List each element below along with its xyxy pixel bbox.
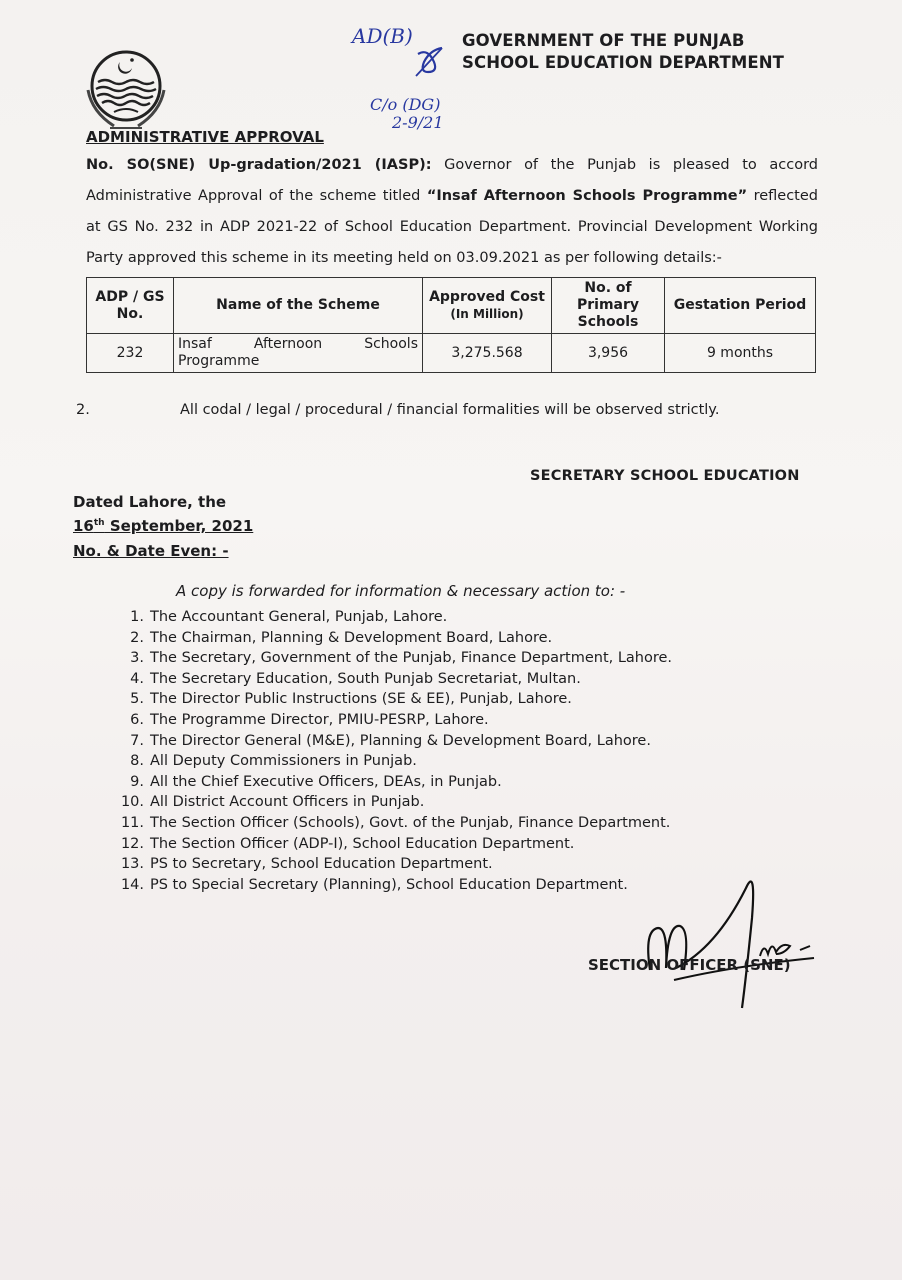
list-item: 1. The Accountant General, Punjab, Lahore.	[130, 609, 448, 625]
list-item: 14. PS to Special Secretary (Planning), School Education Department.	[120, 876, 628, 893]
copy-distribution-list	[112, 607, 672, 895]
document-title: ADMINISTRATIVE APPROVAL	[86, 128, 324, 146]
col-name: Name of the Scheme	[174, 278, 423, 334]
signature-mark	[610, 870, 830, 1010]
department-name: SCHOOL EDUCATION DEPARTMENT	[462, 53, 785, 72]
paragraph-2-number: 2.	[76, 402, 90, 418]
list-item: 4. The Secretary Education, South Punjab Secretariat, Multan.	[130, 670, 581, 687]
reference-number: No. SO(SNE) Up-gradation/2021 (IASP):	[86, 157, 432, 173]
issue-date: 16th September, 2021	[73, 517, 254, 535]
list-item: 3. The Secretary, Government of the Punjab, Finance Department, Lahore.	[130, 650, 673, 667]
no-date-even: No. & Date Even: -	[73, 542, 229, 560]
cell-gestation: 9 months	[665, 334, 816, 373]
cell-adp: 232	[87, 334, 174, 373]
list-item: 5. The Director Public Instructions (SE & EE), Punjab, Lahore.	[130, 691, 572, 708]
cell-schools: 3,956	[552, 334, 665, 373]
table-row	[87, 334, 816, 373]
secretary-signatory: SECRETARY SCHOOL EDUCATION	[530, 468, 800, 484]
paragraph-2-text: All codal / legal / procedural / financial formalities will be observed strictly.	[180, 402, 720, 418]
handwritten-note: AD(B)	[352, 24, 413, 48]
list-item: 2. The Chairman, Planning & Development Board, Lahore.	[130, 629, 553, 646]
section-officer-signatory: SECTION OFFICER (SNE)	[588, 956, 791, 974]
list-item: 13. PS to Secretary, School Education Department.	[120, 856, 493, 873]
cell-name: Insaf Afternoon Schools Programme	[174, 334, 423, 373]
list-item: 11. The Section Officer (Schools), Govt. of the Punjab, Finance Department.	[120, 814, 671, 831]
list-item: 10. All District Account Officers in Punjab.	[120, 794, 425, 811]
scheme-details-table	[86, 277, 816, 373]
list-item: 6. The Programme Director, PMIU-PESRP, Lahore.	[130, 711, 489, 728]
col-cost: Approved Cost (In Million)	[423, 278, 552, 334]
table-header-row	[87, 278, 816, 334]
handwritten-forwarding-note: C/o (DG) 2-9/21	[370, 95, 444, 132]
list-item: 12. The Section Officer (ADP-I), School Education Department.	[120, 835, 575, 852]
cell-cost: 3,275.568	[423, 334, 552, 373]
punjab-government-emblem-icon	[80, 42, 172, 134]
intro-paragraph: No. SO(SNE) Up-gradation/2021 (IASP): Governor of the Punjab is pleased to accord Administrative Approval of the scheme titled “Insaf Afternoon Schools Programme” reflected at GS No. 232 in ADP 2021-22 of School Education Department. Provincial Development Working Party approved this scheme in its meeting held on 03.09.2021 as per following details:-	[86, 157, 818, 266]
list-item: 7. The Director General (M&E), Planning & Development Board, Lahore.	[130, 732, 651, 749]
government-name: GOVERNMENT OF THE PUNJAB	[462, 31, 745, 50]
scheme-title: “Insaf Afternoon Schools Programme”	[426, 188, 748, 204]
dated-block: Dated Lahore, the 16th September, 2021	[73, 493, 254, 535]
handwritten-initial-mark	[412, 44, 448, 78]
col-gestation: Gestation Period	[665, 278, 816, 334]
list-item: 8. All Deputy Commissioners in Punjab.	[130, 753, 417, 770]
list-item: 9. All the Chief Executive Officers, DEAs, in Punjab.	[130, 773, 502, 790]
letterhead-title	[462, 30, 784, 74]
col-schools: No. of Primary Schools	[552, 278, 665, 334]
col-adp: ADP / GS No.	[87, 278, 174, 334]
forward-text: A copy is forwarded for information & necessary action to: -	[176, 582, 626, 600]
